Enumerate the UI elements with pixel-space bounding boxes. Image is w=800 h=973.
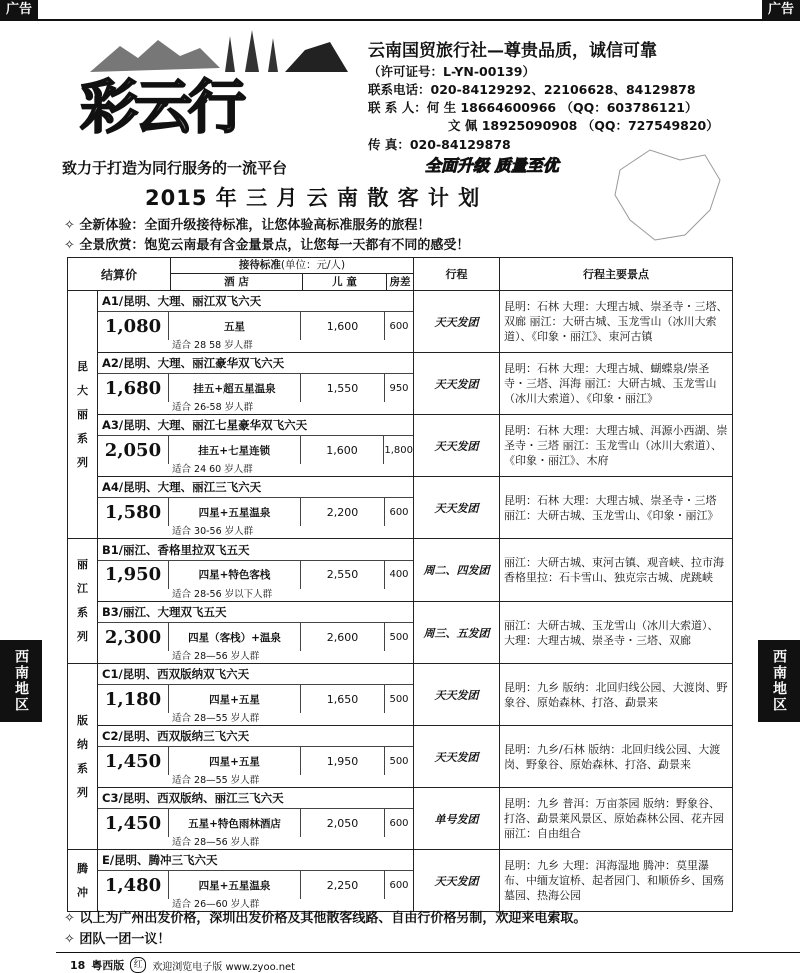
- hotel-standard: 四星+特色客栈: [169, 561, 301, 589]
- child-price: 1,600: [301, 312, 385, 340]
- room-difference: 600: [389, 879, 409, 891]
- room-difference: 500: [389, 631, 409, 643]
- plan-cell: [98, 664, 414, 726]
- price: 1,680: [98, 374, 169, 402]
- age-range: 适合 28—55 岁人群: [172, 775, 260, 786]
- hotel-standard: 四星+五星: [169, 747, 301, 775]
- child-price: 2,550: [301, 561, 385, 589]
- table-row: [68, 726, 733, 788]
- table-row: [68, 291, 733, 353]
- departure-schedule: 单号发团: [414, 788, 500, 850]
- page-number: 18: [70, 958, 86, 972]
- plan-cell: [98, 415, 414, 477]
- footer-note-prices: ✧ 以上为广州出发价格，深圳出发价格及其他散客线路、自由行价格另制，欢迎来电索取。: [64, 911, 587, 926]
- main-attractions: 昆明：九乡 普洱：万亩茶园 版纳：野象谷、打洛、勐景莱风景区、原始森林公园、花卉园 丽江：自由组合: [500, 788, 733, 850]
- route-name: B1/丽江、香格里拉双飞五天: [98, 540, 413, 561]
- plan-title: 2015 年 三 月 云 南 散 客 计 划: [145, 186, 481, 210]
- contact-label: 联 系 人：: [368, 100, 427, 115]
- age-range: 适合 26-58 岁人群: [172, 402, 254, 413]
- header-hotel: 酒 店: [171, 274, 303, 290]
- child-price: 1,950: [301, 747, 385, 775]
- table-row: [68, 788, 733, 850]
- contact-1: 何 生 18664600966 （QQ：603786121）: [426, 100, 698, 115]
- room-difference: 600: [389, 320, 409, 332]
- agency-name: 云南国贸旅行社—尊贵品质，诚信可靠: [368, 41, 657, 61]
- region-tag-right: 西南地区: [758, 640, 800, 722]
- plan-cell: [98, 726, 414, 788]
- departure-schedule: 天天发团: [414, 850, 500, 912]
- room-difference: 500: [389, 693, 409, 705]
- departure-schedule: 天天发团: [414, 477, 500, 539]
- route-name: C1/昆明、西双版纳双飞六天: [98, 664, 413, 685]
- main-attractions: 昆明：石林 大理：大理古城、崇圣寺・三塔 丽江：大研古城、玉龙雪山、《印象・丽江》: [500, 477, 733, 539]
- room-difference: 600: [389, 817, 409, 829]
- region-tag-left: 西南地区: [0, 640, 42, 722]
- plan-cell: [98, 477, 414, 539]
- table-row: [68, 415, 733, 477]
- price: 1,950: [98, 561, 169, 589]
- header-child: 儿 童: [303, 274, 387, 290]
- table-row: [68, 664, 733, 726]
- age-range: 适合 26—60 岁人群: [172, 899, 260, 910]
- hotel-standard: 挂五+七星连锁: [169, 436, 301, 464]
- departure-schedule: 周三、五发团: [414, 602, 500, 664]
- ad-tag-right: 广告: [762, 0, 800, 20]
- room-difference: 950: [389, 382, 409, 394]
- header-spots: 行程主要景点: [500, 258, 733, 291]
- route-name: A1/昆明、大理、丽江双飞六天: [98, 291, 413, 312]
- phone-numbers: 020-84129292、22106628、84129878: [430, 82, 696, 97]
- main-attractions: 昆明：石林 大理：大理古城、蝴蝶泉/崇圣寺・三塔、洱海 丽江：大研古城、玉龙雪山（冰川大索道）、《印象・丽江》: [500, 353, 733, 415]
- table-row: [68, 850, 733, 912]
- child-price: 2,250: [301, 871, 385, 899]
- departure-schedule: 天天发团: [414, 291, 500, 353]
- child-price: 1,650: [301, 685, 385, 713]
- room-difference: 1,800: [384, 444, 413, 456]
- table-row: [68, 539, 733, 602]
- age-range: 适合 28—56 岁人群: [172, 651, 260, 662]
- header-price: 结算价: [68, 258, 171, 290]
- age-range: 适合 30-56 岁人群: [172, 526, 254, 537]
- header-standard: 接待标准(单位：元/人): [171, 258, 413, 274]
- price: 2,300: [98, 623, 169, 651]
- fax-label: 传 真：: [368, 137, 410, 152]
- route-name: A4/昆明、大理、丽江三飞六天: [98, 477, 413, 498]
- ad-tag-left: 广告: [0, 0, 38, 20]
- intro-scenery: ✧ 全景欣赏：饱览云南最有含金量景点，让您每一天都有不同的感受！: [64, 238, 470, 253]
- child-price: 1,550: [301, 374, 385, 402]
- departure-schedule: 天天发团: [414, 664, 500, 726]
- hotel-standard: 四星+五星温泉: [169, 871, 301, 899]
- hotel-standard: 四星+五星温泉: [169, 498, 301, 526]
- hotel-standard: 四星+五星: [169, 685, 301, 713]
- plan-cell: [98, 291, 414, 353]
- edition-badge: 红: [130, 957, 146, 973]
- table-row: [68, 477, 733, 539]
- child-price: 2,050: [301, 809, 385, 837]
- intro-experience: ✧ 全新体验：全面升级接待标准，让您体验高标准服务的旅程！: [64, 218, 431, 233]
- price: 1,450: [98, 747, 169, 775]
- page-footer: [70, 957, 295, 973]
- top-rule: [0, 19, 800, 21]
- main-attractions: 丽江：大研古城、玉龙雪山（冰川大索道）、大理：大理古城、崇圣寺・三塔、双廊: [500, 602, 733, 664]
- price-table: [67, 257, 733, 912]
- hotel-standard: 五星+特色雨林酒店: [169, 809, 301, 837]
- hotel-standard: 挂五+超五星温泉: [169, 374, 301, 402]
- main-attractions: 昆明：九乡 大理：洱海湿地 腾冲：莫里瀑布、中缅友谊桥、起者园门、和顺侨乡、国殇墓园、热海公园: [500, 850, 733, 912]
- room-difference: 400: [389, 569, 409, 580]
- series-label: 昆大丽系列: [68, 291, 98, 539]
- hotel-standard: 五星: [169, 312, 301, 340]
- departure-schedule: 周二、四发团: [414, 539, 500, 602]
- main-attractions: 昆明：石林 大理：大理古城、洱源小西湖、崇圣寺・三塔 丽江：玉龙雪山（冰川大索道）、《印象・丽江》、木府: [500, 415, 733, 477]
- departure-schedule: 天天发团: [414, 726, 500, 788]
- age-range: 适合 28 58 岁人群: [172, 340, 253, 351]
- age-range: 适合 24 60 岁人群: [172, 464, 253, 475]
- main-attractions: 昆明：石林 大理：大理古城、崇圣寺・三塔、双廊 丽江：大研古城、玉龙雪山（冰川大索道）、《印象・丽江》、束河古镇: [500, 291, 733, 353]
- slogan-upgrade: 全面升级 质量至优: [425, 156, 559, 175]
- series-label: 丽江系列: [68, 539, 98, 664]
- header-itinerary: 行程: [414, 258, 500, 291]
- room-difference: 500: [389, 755, 409, 767]
- hotel-standard: 四星（客栈）+温泉: [169, 623, 301, 651]
- header-room: 房差: [389, 276, 411, 288]
- plan-cell: [98, 539, 414, 602]
- main-attractions: 昆明：九乡 版纳：北回归线公园、大渡岗、野象谷、原始森林、打洛、勐景来: [500, 664, 733, 726]
- phone-label: 联系电话：: [368, 82, 431, 97]
- yunnan-map-icon: [600, 140, 730, 250]
- route-name: A2/昆明、大理、丽江豪华双飞六天: [98, 353, 413, 374]
- website-text: 欢迎浏览电子版 www.zyoo.net: [152, 961, 296, 973]
- logo: [80, 28, 350, 141]
- footer-note-groups: ✧ 团队一团一议！: [64, 932, 171, 947]
- footer-rule: [56, 952, 800, 953]
- age-range: 适合 28—55 岁人群: [172, 713, 260, 724]
- plan-cell: [98, 353, 414, 415]
- departure-schedule: 天天发团: [414, 353, 500, 415]
- slogan: 致力于打造为同行服务的一流平台: [62, 159, 288, 177]
- series-label: 版纳系列: [68, 664, 98, 850]
- logo-text: 彩云行: [80, 73, 243, 141]
- contact-2: 文 佩 18925090908 （QQ：727549820）: [448, 118, 719, 133]
- series-label: 腾冲: [68, 850, 98, 912]
- price: 2,050: [98, 436, 169, 464]
- price: 1,180: [98, 685, 169, 713]
- edition-name: 粤西版: [91, 959, 125, 972]
- main-attractions: 昆明：九乡/石林 版纳：北回归线公园、大渡岗、野象谷、原始森林、打洛、勐景来: [500, 726, 733, 788]
- age-range: 适合 28—56 岁人群: [172, 837, 260, 848]
- main-attractions: 丽江：大研古城、束河古镇、观音峡、拉市海 香格里拉：石卡雪山、独克宗古城、虎跳峡: [500, 539, 733, 602]
- fax-number: 020-84129878: [409, 137, 511, 152]
- route-name: E/昆明、腾冲三飞六天: [98, 850, 413, 871]
- table-row: [68, 353, 733, 415]
- price: 1,080: [98, 312, 169, 340]
- route-name: C2/昆明、西双版纳三飞六天: [98, 726, 413, 747]
- route-name: C3/昆明、西双版纳、丽江三飞六天: [98, 788, 413, 809]
- price: 1,450: [98, 809, 169, 837]
- route-name: B3/丽江、大理双飞五天: [98, 602, 413, 623]
- route-name: A3/昆明、大理、丽江七星豪华双飞六天: [98, 415, 413, 436]
- age-range: 适合 28-56 岁以下人群: [172, 588, 273, 600]
- departure-schedule: 天天发团: [414, 415, 500, 477]
- child-price: 1,600: [301, 436, 385, 464]
- plan-cell: [98, 850, 414, 912]
- room-difference: 600: [389, 506, 409, 518]
- price: 1,580: [98, 498, 169, 526]
- price: 1,480: [98, 871, 169, 899]
- plan-cell: [98, 788, 414, 850]
- table-header-row: [68, 258, 733, 291]
- plan-cell: [98, 602, 414, 664]
- table-row: [68, 602, 733, 664]
- child-price: 2,600: [301, 623, 385, 651]
- child-price: 2,200: [301, 498, 385, 526]
- license-number: （许可证号：L-YN-00139）: [368, 64, 536, 79]
